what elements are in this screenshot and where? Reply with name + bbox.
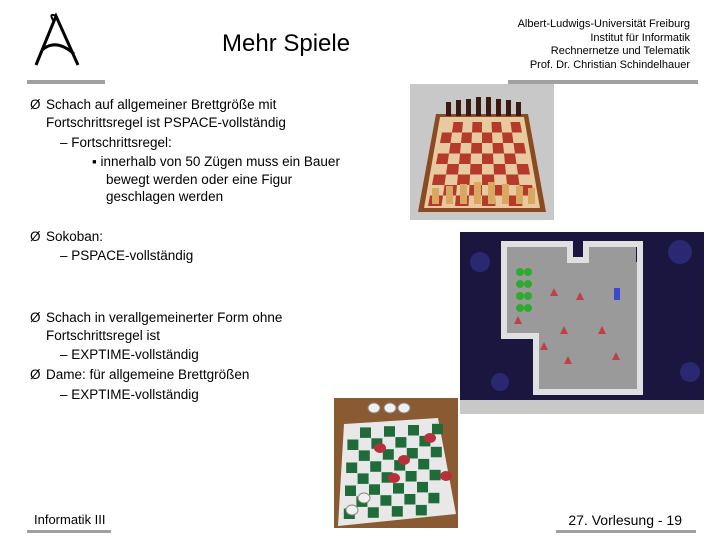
checkers-square	[359, 450, 370, 461]
checkers-square	[393, 483, 404, 494]
chess-square	[511, 122, 523, 133]
chess-square	[440, 133, 452, 144]
bullet-checkers	[0, 366, 400, 386]
sub-bullet: – EXPTIME-vollständig	[60, 387, 199, 402]
chess-square	[452, 122, 463, 133]
chess-square	[432, 175, 446, 186]
checkers-square	[432, 424, 443, 435]
checkers-square	[380, 495, 391, 506]
footer-course: Informatik III	[34, 512, 106, 527]
checkers-square	[358, 473, 369, 484]
bullet-arrow: Ø	[30, 97, 41, 112]
checkers-square	[384, 426, 395, 437]
chess-square	[461, 133, 472, 144]
chess-square	[517, 164, 531, 175]
institution-line: Institut für Informatik	[590, 31, 690, 44]
checkers-square	[346, 463, 357, 474]
bullet-text: Fortschrittsregel ist PSPACE-vollständig	[46, 115, 286, 130]
footer-rule-left	[27, 530, 111, 533]
checkers-square	[347, 440, 358, 451]
chess-square	[502, 133, 514, 144]
sub-bullet: – Fortschrittsregel:	[60, 135, 172, 150]
chess-square	[493, 143, 505, 154]
checkers-square	[431, 447, 442, 458]
institution-line: Prof. Dr. Christian Schindelhauer	[529, 58, 690, 71]
university-logo	[28, 10, 88, 70]
bullet-text: Schach in verallgemeinerter Form ohne	[46, 310, 283, 325]
sokoban-screenshot	[460, 232, 704, 414]
checkers-square	[404, 494, 415, 505]
bullet-text: Schach auf allgemeiner Brettgröße mit	[46, 97, 277, 112]
chess-square	[457, 175, 470, 186]
checkers-board-image	[334, 398, 458, 528]
checkers-square	[392, 506, 403, 516]
footer-page-number: 27. Vorlesung - 19	[568, 512, 682, 528]
checkers-square	[416, 505, 427, 516]
checkers-square	[369, 484, 380, 495]
checkers-square	[395, 437, 406, 448]
chess-square	[470, 164, 482, 175]
bullet-sokoban	[0, 228, 300, 248]
checkers-square	[428, 493, 439, 504]
bullet-arrow: Ø	[30, 367, 41, 382]
bullet-arrow: Ø	[30, 310, 41, 325]
chess-square	[472, 122, 482, 133]
chess-square	[514, 143, 527, 154]
checkers-square	[430, 470, 441, 481]
checkers-square	[360, 427, 371, 438]
chess-square	[492, 122, 503, 133]
footer-rule-right	[556, 530, 696, 533]
bullet-text: Dame: für allgemeine Brettgrößen	[46, 367, 250, 382]
chess-square	[482, 154, 494, 165]
header-rule-left	[27, 80, 105, 84]
sub-bullet: – EXPTIME-vollständig	[60, 347, 199, 362]
checkers-square	[406, 471, 417, 482]
bullet-arrow: Ø	[30, 229, 41, 244]
bullet-text: Sokoban:	[46, 229, 104, 244]
bullet-chess-pspace	[0, 96, 400, 136]
checkers-square	[370, 461, 381, 472]
chess-square	[449, 143, 461, 154]
checkers-square	[345, 486, 356, 497]
slide-title: Mehr Spiele	[222, 30, 351, 57]
sub-bullet: – PSPACE-vollständig	[60, 248, 194, 263]
bullet-chess-exptime	[0, 309, 400, 349]
chess-square	[446, 164, 459, 175]
subsub-bullet: bewegt werden oder eine Figur	[106, 172, 293, 187]
chess-square	[436, 154, 449, 165]
institution-line: Albert-Ludwigs-Universität Freiburg	[517, 18, 690, 30]
chess-square	[504, 154, 517, 165]
checkers-square	[417, 482, 428, 493]
bullet-text: Fortschrittsregel ist	[46, 328, 161, 343]
chess-square	[471, 143, 482, 154]
chess-square	[482, 133, 493, 144]
chess-board-image	[410, 84, 554, 220]
subsub-bullet: ▪ innerhalb von 50 Zügen muss ein Bauer	[92, 154, 340, 169]
subsub-bullet: geschlagen werden	[106, 189, 224, 204]
chess-square	[459, 154, 471, 165]
chess-square	[494, 164, 507, 175]
institution-line: Rechnernetze und Telematik	[550, 45, 690, 58]
checkers-square	[418, 459, 429, 470]
checkers-square	[368, 507, 379, 518]
institution-block	[518, 18, 690, 72]
chess-square	[506, 175, 520, 186]
checkers-square	[408, 425, 419, 436]
